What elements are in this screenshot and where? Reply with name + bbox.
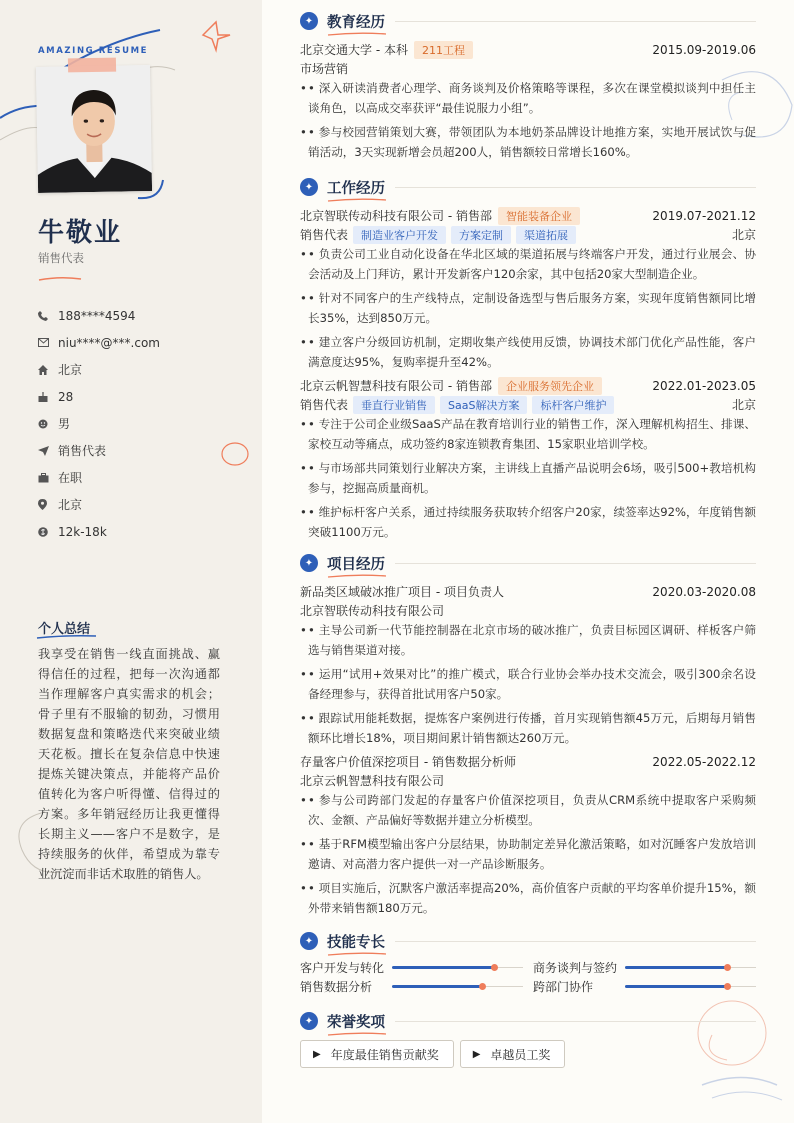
list-item: • • 主导公司新一代节能控制器在北京市场的破冰推广，负责目标园区调研、样板客户筛选与销售渠道对接。 — [300, 620, 756, 660]
skill-tag: 渠道拓展 — [516, 226, 576, 244]
education-item — [300, 40, 756, 162]
award-chip — [460, 1040, 566, 1068]
skill-level-bar — [625, 982, 756, 992]
brand-label: AMAZING RESUME — [38, 46, 149, 56]
info-age — [38, 383, 238, 410]
list-item: • • 深入研读消费者心理学、商务谈判及价格策略等课程，多次在课堂模拟谈判中担任主谈角色，以高成交率获评“最佳说服力小组”。 — [300, 78, 756, 118]
skill-name: 跨部门协作 — [533, 980, 594, 994]
section-header — [300, 176, 756, 198]
work-item — [300, 376, 756, 542]
project-company-row — [300, 601, 756, 620]
work-item — [300, 206, 756, 372]
project-company: 北京云帆智慧科技有限公司 — [300, 774, 445, 788]
project-bullets — [300, 790, 756, 918]
info-salary-text: 12k-18k — [58, 524, 107, 539]
play-icon: ▶ — [472, 1048, 481, 1060]
award-chip — [300, 1040, 454, 1068]
contact-info-list — [38, 302, 238, 545]
info-salary — [38, 518, 238, 545]
sidebar — [0, 0, 262, 1123]
skills-section — [300, 930, 756, 996]
list-item: • • 跟踪试用能耗数据，提炼客户案例进行传播，首月实现销售额45万元，后期每月销售额环比增长18%，项目期间累计销售额达260万元。 — [300, 708, 756, 748]
main-content — [262, 0, 794, 1123]
info-hometown-text: 北京 — [58, 363, 83, 377]
project-company: 北京智联传动科技有限公司 — [300, 604, 445, 618]
work-company-row — [300, 206, 756, 225]
title-underline — [327, 1032, 387, 1037]
school-tag: 211工程 — [414, 41, 473, 59]
skills-title-text: 技能专长 — [327, 934, 385, 951]
skills-grid — [300, 958, 756, 996]
summary-text: 我享受在销售一线直面挑战、赢得信任的过程，把每一次沟通都当作理解客户真实需求的机会；骨子里有不服输的韧劲，习惯用数据复盘和策略迭代来突破业绩天花板。擅长在复杂信息中快速提炼关键决策点，并能将产品价值转化为客户听得懂、信得过的方案。多年销冠经历让我更懂得长期主义——客户不是数字，是持续服务的伙伴，希望成为靠专业沉淀而非话术取胜的销售人。 — [38, 647, 220, 881]
section-title — [327, 11, 385, 32]
skill-item — [300, 958, 523, 977]
cake-icon — [38, 392, 58, 402]
home-icon — [38, 365, 58, 375]
skill-name: 商务谈判与签约 — [533, 961, 618, 975]
briefcase-icon — [38, 473, 58, 483]
info-age-text: 28 — [58, 389, 74, 404]
skill-item — [533, 958, 756, 977]
info-email-text: niu****@***.com — [58, 335, 160, 350]
project-bullets — [300, 620, 756, 748]
work-bullets — [300, 244, 756, 372]
project-name-row — [300, 752, 756, 771]
title-underline — [327, 32, 387, 37]
info-target-role-text: 销售代表 — [58, 444, 107, 458]
info-gender — [38, 410, 238, 437]
work-city: 北京 — [731, 398, 756, 412]
company-name: 北京云帆智慧科技有限公司 - 销售部 — [300, 379, 492, 393]
projects-section — [300, 552, 756, 918]
skill-name: 销售数据分析 — [300, 980, 373, 994]
position: 销售代表 — [300, 228, 349, 242]
list-item: • • 与市场部共同策划行业解决方案，主讲线上直播产品说明会6场，吸引500+教培机构参与，挖掘高质量商机。 — [300, 458, 756, 498]
section-divider — [395, 941, 756, 942]
project-name: 新品类区域破冰推广项目 - 项目负责人 — [300, 585, 504, 599]
list-item: • • 基于RFM模型输出客户分层结果，协助制定差异化激活策略，如对沉睡客户发放培训邀请、对高潜力客户提供一对一产品诊断服务。 — [300, 834, 756, 874]
award-label: 卓越员工奖 — [490, 1047, 551, 1062]
skill-level-bar — [625, 963, 756, 973]
award-label: 年度最佳销售贡献奖 — [330, 1047, 439, 1062]
star-badge-icon: ✦ — [300, 1012, 318, 1030]
star-badge-icon: ✦ — [300, 554, 318, 572]
summary-title: 个人总结 — [38, 622, 91, 637]
location-icon — [38, 499, 58, 510]
work-section — [300, 176, 756, 542]
title-underline — [327, 952, 387, 957]
projects-title-text: 项目经历 — [327, 556, 385, 573]
project-date: 2020.03-2020.08 — [652, 584, 756, 599]
project-name: 存量客户价值深挖项目 - 销售数据分析师 — [300, 755, 516, 769]
work-position-row — [300, 395, 756, 414]
skill-item — [533, 977, 756, 996]
title-underline — [327, 198, 387, 203]
section-header — [300, 1010, 756, 1032]
list-item: • • 运用“试用+效果对比”的推广模式，联合行业协会举办技术交流会，吸引300余名设备经理参与，获得首批试用客户50家。 — [300, 664, 756, 704]
play-icon: ▶ — [313, 1048, 321, 1060]
info-status-text: 在职 — [58, 471, 83, 485]
list-item: • • 针对不同客户的生产线特点，定制设备选型与售后服务方案，实现年度销售额同比增长35%，达到850万元。 — [300, 288, 756, 328]
info-location — [38, 491, 238, 518]
awards-section — [300, 1010, 756, 1068]
info-gender-text: 男 — [58, 417, 71, 431]
section-divider — [395, 187, 756, 188]
list-item: • • 专注于公司企业级SaaS产品在教育培训行业的销售工作，深入理解机构招生、排课、家校互动等痛点，成功签约8家连锁教育集团、15家职业培训学校。 — [300, 414, 756, 454]
work-date: 2019.07-2021.12 — [652, 208, 756, 223]
work-city: 北京 — [731, 228, 756, 242]
person-role: 销售代表 — [38, 251, 84, 265]
avatar — [36, 65, 152, 193]
send-icon — [38, 446, 58, 456]
major: 市场营销 — [300, 62, 349, 76]
name-underline — [38, 276, 82, 282]
list-item: • • 项目实施后，沉默客户激活率提高20%，高价值客户贡献的平均客单价提升15%，额外带来销售额180万元。 — [300, 878, 756, 918]
major-row — [300, 59, 756, 78]
info-status — [38, 464, 238, 491]
info-phone-text: 188****4594 — [58, 308, 136, 323]
star-badge-icon: ✦ — [300, 178, 318, 196]
project-item — [300, 582, 756, 748]
info-email — [38, 329, 238, 356]
section-header — [300, 552, 756, 574]
project-item — [300, 752, 756, 918]
project-name-row — [300, 582, 756, 601]
awards-list — [300, 1040, 756, 1068]
section-title — [327, 931, 385, 952]
skill-level-bar — [392, 963, 523, 973]
list-item: • • 维护标杆客户关系，通过持续服务获取转介绍客户20家，续签率达92%，年度销售额突破1100万元。 — [300, 502, 756, 542]
company-tag: 智能装备企业 — [498, 207, 580, 225]
project-date: 2022.05-2022.12 — [652, 754, 756, 769]
section-header — [300, 930, 756, 952]
work-bullets — [300, 414, 756, 542]
company-name: 北京智联传动科技有限公司 - 销售部 — [300, 209, 492, 223]
school-name: 北京交通大学 - 本科 — [300, 43, 408, 57]
education-row — [300, 40, 756, 59]
summary-underline — [36, 634, 98, 640]
photo-tape — [68, 58, 116, 73]
section-divider — [395, 563, 756, 564]
phone-icon — [38, 311, 58, 321]
awards-title-text: 荣誉奖项 — [327, 1014, 385, 1031]
company-tag: 企业服务领先企业 — [498, 377, 602, 395]
skill-tag: 垂直行业销售 — [353, 396, 435, 414]
person-name: 牛敬业 — [38, 218, 123, 248]
skill-tag: 方案定制 — [451, 226, 511, 244]
info-hometown — [38, 356, 238, 383]
education-title-text: 教育经历 — [327, 14, 385, 31]
education-bullets — [300, 78, 756, 162]
skill-name: 客户开发与转化 — [300, 961, 385, 975]
skill-tag: 制造业客户开发 — [353, 226, 446, 244]
work-company-row — [300, 376, 756, 395]
work-date: 2022.01-2023.05 — [652, 378, 756, 393]
skill-tag: 标杆客户维护 — [532, 396, 614, 414]
list-item: • • 参与校园营销策划大赛，带领团队为本地奶茶品牌设计地推方案，实地开展试饮与促销活动，3天实现新增会员超200人，销售额较日常增长160%。 — [300, 122, 756, 162]
skill-tag: SaaS解决方案 — [440, 396, 527, 414]
list-item: • • 参与公司跨部门发起的存量客户价值深挖项目，负责从CRM系统中提取客户采购频次、金额、产品偏好等数据并建立分析模型。 — [300, 790, 756, 830]
list-item: • • 负责公司工业自动化设备在华北区域的渠道拓展与终端客户开发，通过行业展会、协会活动及上门拜访，累计开发新客户120余家，其中包括20家大型制造企业。 — [300, 244, 756, 284]
info-location-text: 北京 — [58, 498, 83, 512]
list-item: • • 建立客户分级回访机制，定期收集产线使用反馈，协调技术部门优化产品性能，客户满意度达95%，复购率提升至42%。 — [300, 332, 756, 372]
section-divider — [395, 21, 756, 22]
star-badge-icon: ✦ — [300, 12, 318, 30]
section-title — [327, 177, 385, 198]
section-divider — [395, 1021, 756, 1022]
education-date: 2015.09-2019.06 — [652, 42, 756, 57]
skill-level-bar — [392, 982, 523, 992]
section-title — [327, 553, 385, 574]
star-badge-icon: ✦ — [300, 932, 318, 950]
section-title — [327, 1011, 385, 1032]
position: 销售代表 — [300, 398, 349, 412]
mail-icon — [38, 338, 58, 347]
section-header — [300, 10, 756, 32]
skill-item — [300, 977, 523, 996]
info-phone — [38, 302, 238, 329]
title-underline — [327, 574, 387, 579]
salary-icon — [38, 527, 58, 537]
education-section — [300, 10, 756, 162]
gender-icon — [38, 419, 58, 429]
project-company-row — [300, 771, 756, 790]
work-title-text: 工作经历 — [327, 180, 385, 197]
work-position-row — [300, 225, 756, 244]
info-target-role — [38, 437, 238, 464]
